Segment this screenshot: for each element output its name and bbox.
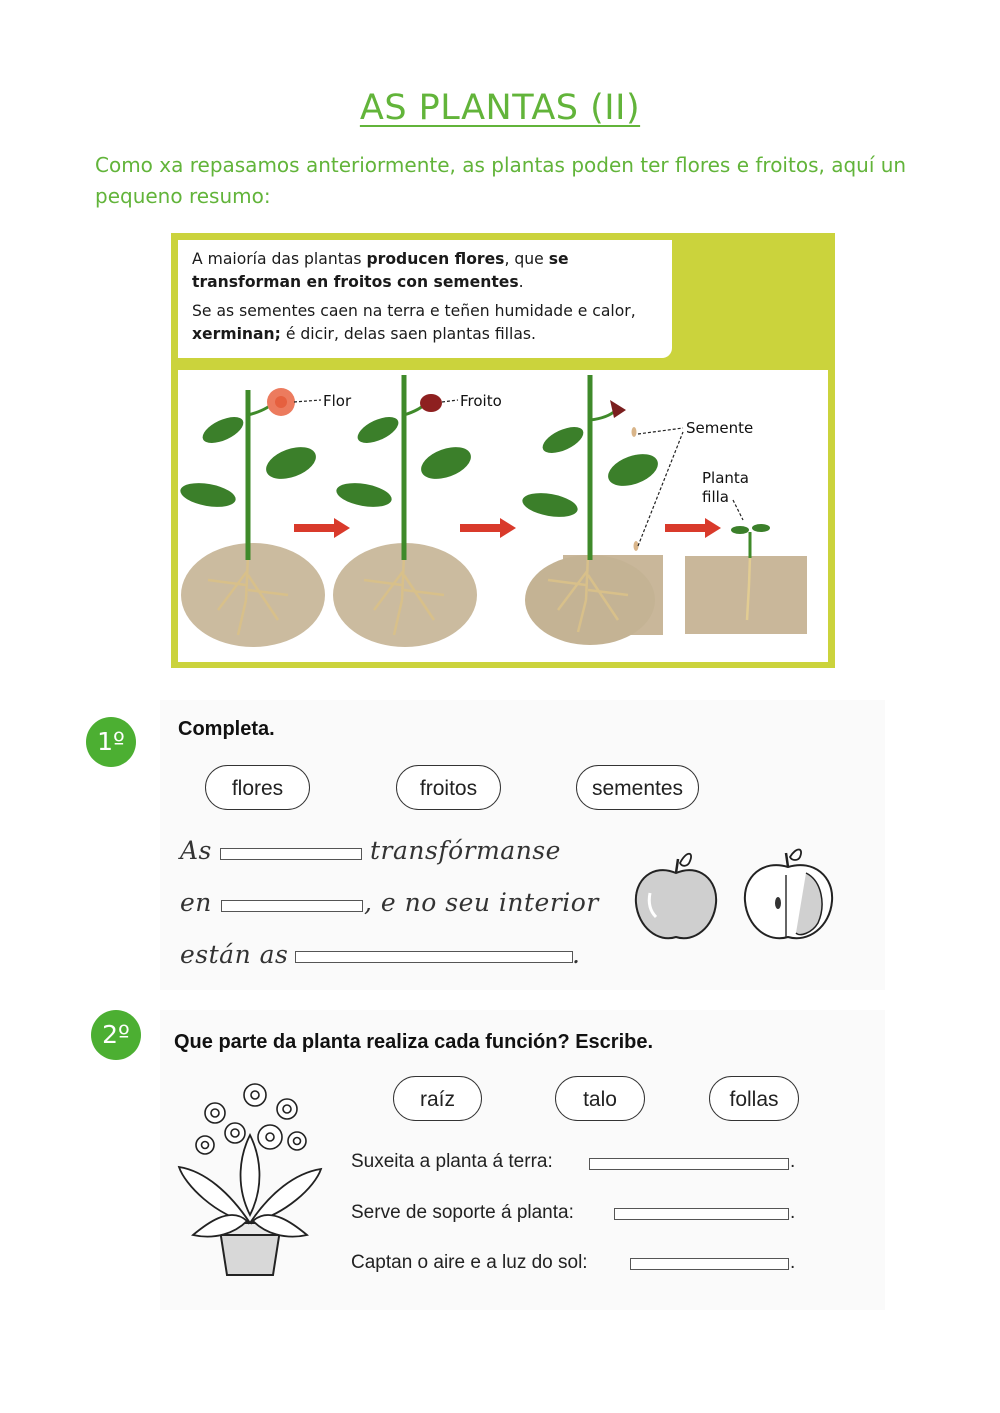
summary-text: , que [504,250,549,268]
intro-text: Como xa repasamos anteriormente, as plantas poden ter flores e froitos, aquí un pequeno resumo: [95,153,907,208]
ex2-sentence-1-end: . [790,1151,796,1172]
blank-input-6[interactable] [630,1258,789,1270]
soil-4 [685,556,807,634]
arrow-3 [665,518,721,538]
soil-1 [181,543,325,647]
blank-input-3[interactable] [295,951,573,963]
ex1-line1-start: As [180,836,212,865]
ex2-sentence-2-end: . [790,1202,796,1223]
word-chip-raiz: raíz [393,1076,482,1121]
plant-with-fruit [335,375,476,560]
blank-input-5[interactable] [614,1208,789,1220]
summary-bold: producen flores [366,250,505,268]
potted-plant-illustration [175,1075,325,1285]
ex1-line3-start: están as [180,940,289,969]
summary-bold: se transforman en froitos con sementes [192,250,569,291]
summary-bold: xerminan; [192,325,281,343]
apples-illustration [628,845,848,945]
plant-with-flower [179,388,321,560]
blank-input-2[interactable] [221,900,363,912]
plant-releasing-seeds [521,375,663,560]
ex2-sentence-1: Suxeita a planta á terra: [351,1151,553,1172]
plant-cycle-svg [178,370,828,662]
exercise-1-number: 1º [86,717,136,767]
half-apple [745,850,832,939]
word-chip-flores: flores [205,765,310,810]
exercise-2-heading: Que parte da planta realiza cada función? Escribe. [174,1031,654,1053]
word-chip-froitos: froitos [396,765,501,810]
page-title: AS PLANTAS (II) [359,88,641,128]
ex1-line2-end: , e no seu interior [364,888,599,917]
exercise-2-number: 2º [91,1010,141,1060]
summary-text: é dicir, delas saen plantas fillas. [280,325,536,343]
word-chip-talo: talo [555,1076,645,1121]
summary-text-box [178,240,672,358]
ex2-sentence-2: Serve de soporte á planta: [351,1202,574,1223]
ex1-line2-start: en [180,888,212,917]
arrow-1 [294,518,350,538]
plant-cycle-illustration [178,370,828,662]
label-filla: filla [702,488,729,506]
label-semente: Semente [686,419,754,437]
summary-text: . [518,273,524,291]
label-flor: Flor [323,392,352,410]
label-froito: Froito [460,392,502,410]
summary-text: Se as sementes caen na terra e teñen humidade e calor, [192,302,636,320]
summary-paragraph-2 [192,300,658,346]
word-chip-sementes: sementes [576,765,699,810]
exercise-1-heading: Completa. [178,718,275,740]
label-planta: Planta [702,469,749,487]
summary-paragraph-1 [192,248,658,294]
ex1-line3-end: . [572,940,581,969]
blank-input-1[interactable] [220,848,362,860]
word-chip-follas: follas [709,1076,799,1121]
seedling [731,524,770,558]
whole-apple [636,854,716,939]
ex2-sentence-3: Captan o aire e a luz do sol: [351,1252,588,1273]
ex1-line1-end: transfórmanse [370,836,561,865]
ex2-sentence-3-end: . [790,1252,796,1273]
blank-input-4[interactable] [589,1158,789,1170]
arrow-2 [460,518,516,538]
soil-3 [525,555,663,645]
summary-text: A maioría das plantas [192,250,367,268]
